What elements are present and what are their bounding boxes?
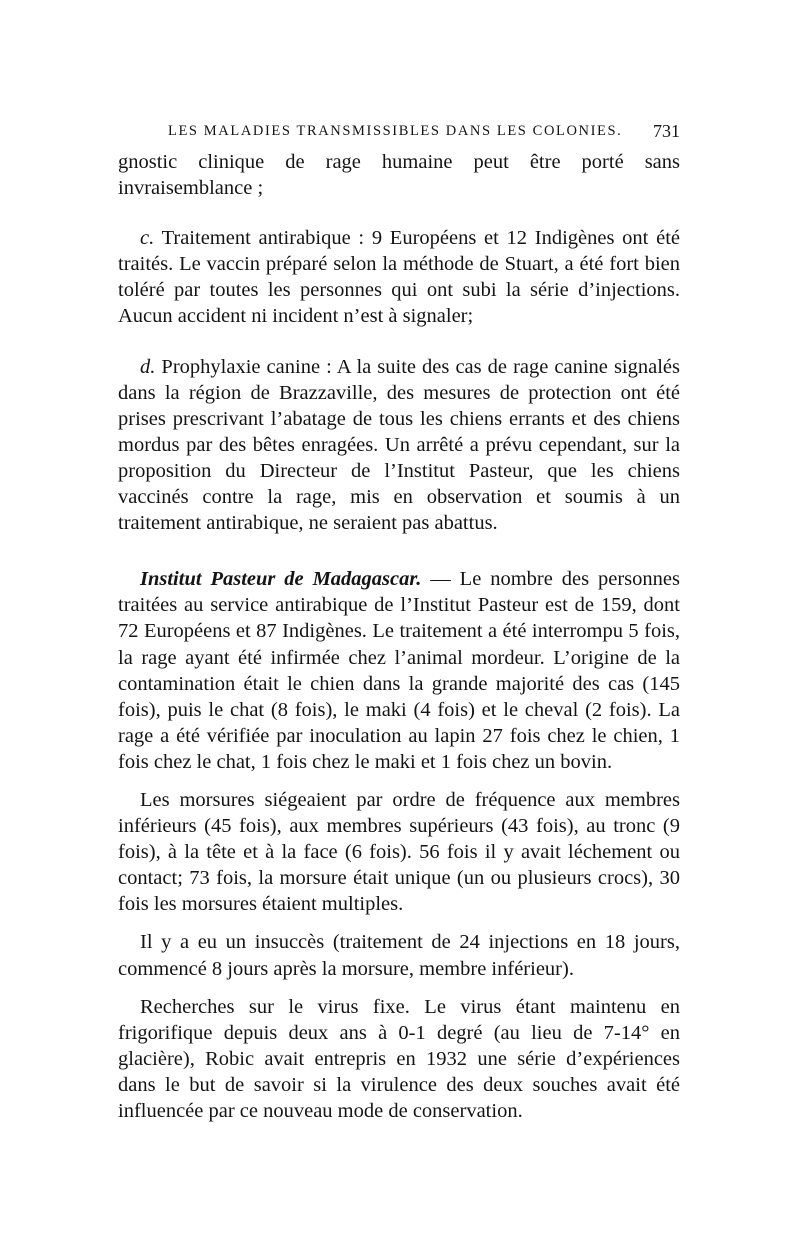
paragraph-text: Les morsures siégeaient par ordre de fréquence aux membres inférieurs (45 fois), aux membres supérieurs (43 fois), au tronc (9 fois), à la tête et à la face (6 fois). 56 fois il y avait léchement ou contact; 73 fois, la morsure était unique (un ou plusieurs crocs), 30 fois les morsures étaient multiples.: [118, 788, 680, 916]
running-header: [118, 118, 680, 144]
item-letter-c: c.: [140, 227, 155, 250]
paragraph-continuation: [118, 149, 680, 201]
paragraph-text: — Le nombre des personnes traitées au service antirabique de l’Institut Pasteur est de 159, dont 72 Européens et 87 Indigènes. Le traitement a été interrompu 5 fois, la rage ayant été infirmée chez l’animal mordeur. L’origine de la contamination était le chien dans la grande majorité des cas (145 fois), puis le chat (8 fois), le maki (4 fois) et le cheval (2 fois). La rage a été vérifiée par inoculation au lapin 27 fois chez le chien, 1 fois chez le chat, 1 fois chez le maki et 1 fois chez un bovin.: [118, 568, 680, 773]
item-letter-d: d.: [140, 355, 156, 378]
running-title: LES MALADIES TRANSMISSIBLES DANS LES COLONIES.: [168, 123, 623, 139]
paragraph-text: gnostic clinique de rage humaine peut être porté sans invraisemblance ;: [118, 151, 680, 200]
section-lead-institut-madagascar: Institut Pasteur de Madagascar.: [140, 568, 422, 591]
paragraph-text: Recherches sur le virus fixe. Le virus étant maintenu en frigorifique depuis deux ans à 0-1 degré (au lieu de 7-14° en glacière), Robic avait entrepris en 1932 une série d’expériences dans le but de savoir si la virulence des deux souches avait été influencée par ce nouveau mode de conservation.: [118, 995, 680, 1122]
paragraph-madagascar: [118, 566, 680, 775]
paragraph-text: Prophylaxie canine : A la suite des cas de rage canine signalés dans la région de Brazzaville, des mesures de protection ont été prises prescrivant l’abatage de tous les chiens errants et des chiens mordus par des bêtes enragées. Un arrêté a prévu cependant, sur la proposition du Directeur de l’Institut Pasteur, que les chiens vaccinés contre la rage, mis en observation et soumis à un traitement antirabique, ne seraient pas abattus.: [118, 355, 680, 535]
paragraph-failure: [118, 929, 680, 981]
paragraph-c-treatment: [118, 225, 680, 329]
paragraph-d-prophylaxis: [118, 354, 680, 537]
page-number: 731: [653, 121, 680, 141]
paragraph-text: Il y a eu un insuccès (traitement de 24 injections en 18 jours, commencé 8 jours après la morsure, membre inférieur).: [118, 931, 680, 980]
paragraph-fixed-virus: [118, 994, 680, 1124]
paragraph-bites: [118, 787, 680, 917]
paragraph-text: Traitement antirabique : 9 Européens et 12 Indigènes ont été traités. Le vaccin préparé selon la méthode de Stuart, a été fort bien toléré par toutes les personnes qui ont subi la série d’injections. Aucun accident ni incident n’est à signaler;: [118, 227, 680, 328]
body-text: [118, 149, 680, 1124]
